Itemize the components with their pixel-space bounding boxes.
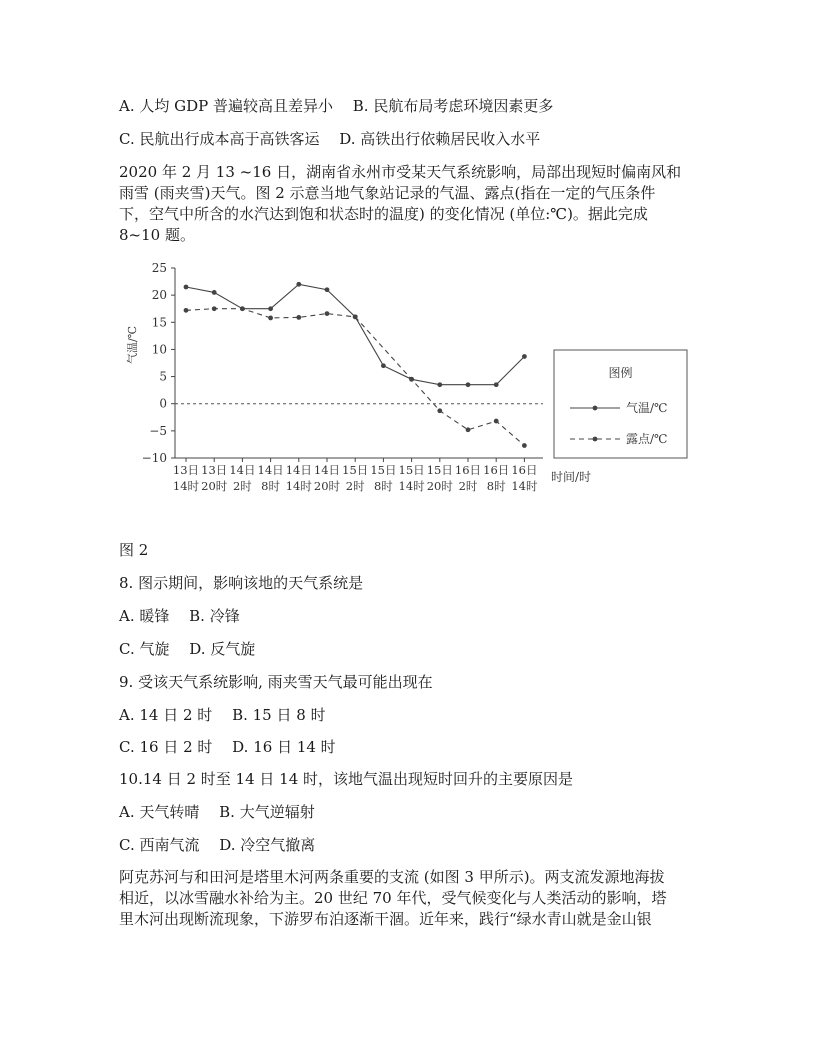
temperature-point [212,290,217,295]
x-tick-label-hour: 14时 [172,479,200,493]
x-tick-label-hour: 2时 [345,479,365,493]
legend-title: 图例 [608,366,633,380]
x-tick-label-hour: 14时 [398,479,425,493]
x-tick-label-hour: 8时 [486,479,506,493]
x-tick-label-day: 16日 [511,463,538,477]
y-axis [125,261,175,465]
x-tick-label-day: 15日 [426,463,453,477]
x-tick-label-hour: 2时 [232,479,252,493]
passage-line-3: 里木河出现断流现象，下游罗布泊逐渐干涸。近年来，践行“绿水青山就是金山银 [119,910,652,928]
temperature-point [494,382,499,387]
x-tick-label-day: 14日 [229,463,256,477]
y-tick-label: 0 [159,396,167,411]
dewpoint-point [409,377,414,382]
x-tick-label-day: 15日 [342,463,369,477]
temperature-dewpoint-chart [110,258,710,498]
q7-option-row-1: A. 人均 GDP 普遍较高且差异小 B. 民航布局考虑环境因素更多 [119,97,554,115]
dewpoint-point [184,308,189,313]
temperature-point [522,354,527,359]
figure-caption: 图 2 [119,541,149,559]
x-tick-label-hour: 14时 [285,479,312,493]
dewpoint-point [437,408,442,413]
y-tick-label: −10 [141,451,167,465]
dewpoint-point [353,314,358,319]
q9-option-row-2: C. 16 日 2 时 D. 16 日 14 时 [119,738,336,756]
dewpoint-point [268,316,273,321]
temperature-point [437,382,442,387]
dewpoint-point [522,443,527,448]
y-axis-label: 气温/℃ [126,325,139,365]
x-tick-label-day: 16日 [454,463,482,477]
x-tick-label-day: 14日 [257,463,284,477]
x-tick-label-hour: 20时 [201,479,228,493]
x-tick-label-day: 14日 [285,463,312,477]
legend-swatch-point [593,437,598,442]
x-tick-label-day: 13日 [172,463,200,477]
x-tick-label-day: 16日 [483,463,510,477]
q8-stem: 8. 图示期间，影响该地的天气系统是 [119,574,364,592]
q9-option-row-1: A. 14 日 2 时 B. 15 日 8 时 [119,706,326,724]
intro-line-3: 下，空气中所含的水汽达到饱和状态时的温度) 的变化情况 (单位:℃)。据此完成 [119,205,648,223]
legend-swatch-point [593,406,598,411]
dewpoint-point [466,427,471,432]
q9-stem: 9. 受该天气系统影响, 雨夹雪天气最可能出现在 [119,673,433,691]
x-tick-label-day: 13日 [201,463,228,477]
intro-line-4: 8~10 题。 [119,226,195,244]
dewpoint-point [296,315,301,320]
q7-option-row-2: C. 民航出行成本高于高铁客运 D. 高铁出行依赖居民收入水平 [119,130,541,148]
q10-option-row-2: C. 西南气流 D. 冷空气撤离 [119,836,316,854]
dewpoint-point [325,311,330,316]
dewpoint-point [494,419,499,424]
q10-option-row-1: A. 天气转晴 B. 大气逆辐射 [119,803,315,821]
y-tick-label: 10 [151,342,167,357]
y-tick-label: 15 [151,315,167,330]
x-tick-label-hour: 8时 [261,479,281,493]
q10-stem: 10.14 日 2 时至 14 日 14 时，该地气温出现短时回升的主要原因是 [119,770,574,788]
y-tick-label: 5 [159,369,167,384]
q8-option-row-2: C. 气旋 D. 反气旋 [119,640,256,658]
y-tick-label: −5 [149,423,167,438]
x-tick-label-day: 15日 [398,463,425,477]
temperature-line [186,284,524,384]
intro-line-2: 雨雪 (雨夹雪)天气。图 2 示意当地气象站记录的气温、露点(指在一定的气压条件 [119,184,656,202]
legend [554,350,687,458]
dewpoint-line [186,309,524,446]
x-tick-label-hour: 20时 [313,479,341,493]
x-tick-label-hour: 8时 [373,479,393,493]
x-tick-label-hour: 20时 [426,479,453,493]
dewpoint-point [240,306,245,311]
x-axis [173,458,591,493]
x-axis-label: 时间/时 [550,470,592,484]
passage-line-2: 相近，以冰雪融水补给为主。20 世纪 70 年代，受气候变化与人类活动的影响，塔 [119,889,667,907]
temperature-point [325,287,330,292]
y-tick-label: 25 [151,261,167,275]
legend-label-dewpoint: 露点/℃ [626,432,668,446]
series-lines [175,282,543,448]
x-tick-label-hour: 2时 [458,479,478,493]
x-tick-label-day: 15日 [370,463,397,477]
intro-line-1: 2020 年 2 月 13 ~16 日，湖南省永州市受某天气系统影响，局部出现短时偏南风和 [119,163,682,181]
temperature-point [268,306,273,311]
x-tick-label-hour: 14时 [511,479,538,493]
temperature-point [381,363,386,368]
passage-line-1: 阿克苏河与和田河是塔里木河两条重要的支流 (如图 3 甲所示)。两支流发源地海拔 [119,868,665,886]
dewpoint-point [212,306,217,311]
legend-label-temperature: 气温/℃ [626,401,668,415]
q8-option-row-1: A. 暖锋 B. 冷锋 [119,607,240,625]
temperature-point [466,382,471,387]
x-tick-label-day: 14日 [313,463,341,477]
y-tick-label: 20 [151,288,167,303]
temperature-point [184,285,189,290]
temperature-point [296,282,301,287]
